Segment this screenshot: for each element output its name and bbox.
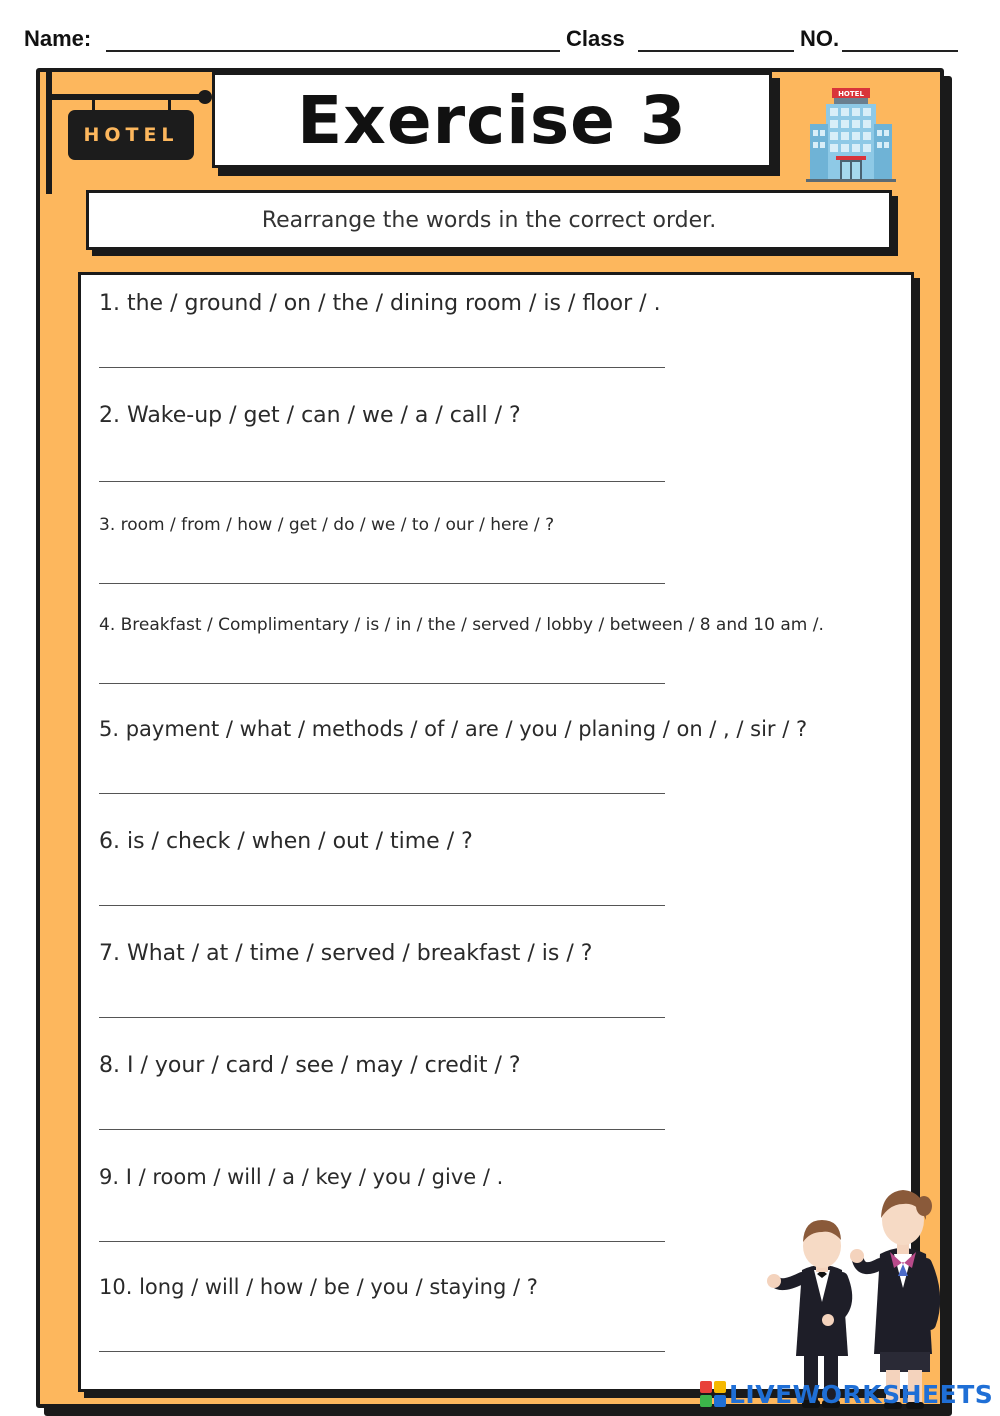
question-1: 1. the / ground / on / the / dining room / is / floor / . — [99, 291, 661, 316]
hotel-sign: HOTEL — [68, 110, 194, 160]
title-box — [212, 72, 772, 168]
answer-line-7[interactable] — [99, 1017, 665, 1018]
sign-arm-knob — [198, 90, 212, 104]
liveworksheets-logo-icon — [700, 1381, 726, 1407]
question-2: 2. Wake-up / get / can / we / a / call / ? — [99, 403, 521, 428]
question-9: 9. I / room / will / a / key / you / give / . — [99, 1165, 504, 1189]
answer-line-1[interactable] — [99, 367, 665, 368]
answer-line-4[interactable] — [99, 683, 665, 684]
hotel-staff-illustration — [762, 1178, 962, 1410]
answer-line-3[interactable] — [99, 583, 665, 584]
class-field-line[interactable] — [638, 50, 794, 52]
answer-line-6[interactable] — [99, 905, 665, 906]
question-10: 10. long / will / how / be / you / staying / ? — [99, 1275, 538, 1299]
building-sign-text: HOTEL — [838, 90, 864, 98]
student-info-row — [24, 22, 964, 58]
question-8: 8. I / your / card / see / may / credit / ? — [99, 1053, 521, 1078]
watermark — [700, 1378, 995, 1410]
question-6: 6. is / check / when / out / time / ? — [99, 829, 473, 854]
sign-post — [46, 72, 52, 194]
answer-line-9[interactable] — [99, 1241, 665, 1242]
answer-line-2[interactable] — [99, 481, 665, 482]
question-5: 5. payment / what / methods / of / are / you / planing / on / , / sir / ? — [99, 717, 808, 741]
instruction-box — [86, 190, 892, 250]
answer-line-10[interactable] — [99, 1351, 665, 1352]
question-3: 3. room / from / how / get / do / we / to / our / here / ? — [99, 515, 555, 535]
question-4: 4. Breakfast / Complimentary / is / in / the / served / lobby / between / 8 and 10 am /. — [99, 615, 824, 635]
watermark-text: LIVEWORKSHEETS — [729, 1379, 994, 1409]
name-label: Name: — [24, 26, 92, 51]
receptionist-figure — [850, 1190, 934, 1409]
number-label: NO. — [800, 26, 840, 51]
answer-line-8[interactable] — [99, 1129, 665, 1130]
number-field-line[interactable] — [842, 50, 958, 52]
sign-arm — [46, 94, 206, 100]
question-7: 7. What / at / time / served / breakfast / is / ? — [99, 941, 593, 966]
class-label: Class — [566, 26, 625, 51]
instruction-text: Rearrange the words in the correct order. — [261, 207, 717, 233]
hotel-building-icon — [806, 86, 896, 182]
page-title: Exercise 3 — [297, 81, 687, 159]
answer-line-5[interactable] — [99, 793, 665, 794]
name-field-line[interactable] — [106, 50, 560, 52]
